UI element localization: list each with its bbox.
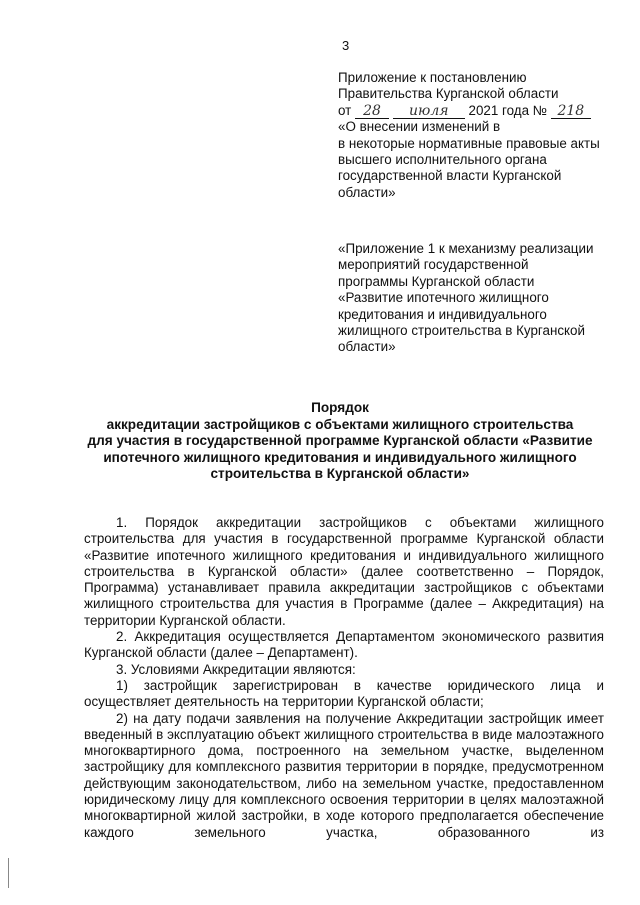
date-year: 2021 года № xyxy=(468,102,548,118)
scan-margin-mark xyxy=(8,858,9,888)
appendix2-line-1: «Приложение 1 к механизму реализации xyxy=(338,241,594,256)
appendix2-line-6: жилищного строительства в Курганской xyxy=(338,323,585,339)
appendix-line-6: высшего исполнительного органа xyxy=(338,152,547,168)
appendix-line-1: Приложение к постановлению xyxy=(338,70,527,85)
appendix2-line-2: мероприятий государственной xyxy=(338,257,529,273)
paragraph-5: 2) на дату подачи заявления на получение Аккредитации застройщик имеет введенный в эксплуатацию объект жилищного строительства в виде малоэтажного многоквартирного дома, построенного на земельном участке, выделенном застройщику для комплексного развития территории в порядке, предусмотренном действующим законодательством, либо на земельном участке, предоставленном юридическому лицу для комплексного освоения территории в целях малоэтажной многоквартирной жилой застройки, в ходе которого предполагается обеспечение каждого земельного участка, образованного из xyxy=(84,710,604,840)
title-line-4: ипотечного жилищного кредитования и индивидуального жилищного xyxy=(103,449,577,465)
title-line-2: аккредитации застройщиков с объектами жилищного строительства xyxy=(106,416,574,432)
handwritten-doc-number: 218 xyxy=(551,104,591,119)
date-prefix: от xyxy=(338,102,352,118)
title-line-1: Порядок xyxy=(311,400,369,415)
handwritten-day: 28 xyxy=(355,104,389,119)
title-line-3: для участия в государственной программе Курганской области «Развитие xyxy=(87,433,593,448)
appendix2-line-3: программы Курганской области xyxy=(338,273,535,289)
appendix2-line-7: области» xyxy=(338,339,396,355)
paragraph-1: 1. Порядок аккредитации застройщиков с объектами жилищного строительства для участия в государственной программе Курганской области «Развитие ипотечного жилищного кредитования и индивидуального жилищного строительства в Курганской области» (далее соответственно – Порядок, Программа) устанавливает правила аккредитации застройщиков с объектами жилищного строительства для участия в Программе (далее – Аккредитация) на территории Курганской области. xyxy=(84,515,604,628)
paragraph-2: 2. Аккредитация осуществляется Департаментом экономического развития Курганской области (далее – Департамент). xyxy=(84,629,604,661)
appendix-line-4: «О внесении изменений в xyxy=(338,119,501,135)
appendix2-line-5: кредитования и индивидуального xyxy=(338,306,547,322)
appendix-line-5: в некоторые нормативные правовые акты xyxy=(338,135,600,151)
document-title xyxy=(60,400,620,483)
paragraph-3: 3. Условиями Аккредитации являются: xyxy=(116,661,356,677)
appendix-date-line xyxy=(338,103,608,119)
appendix-line-2: Правительства Курганской области xyxy=(338,86,559,102)
appendix-header xyxy=(338,70,608,201)
title-line-5: строительства в Курганской области» xyxy=(210,466,470,481)
appendix2-line-4: «Развитие ипотечного жилищного xyxy=(338,290,549,306)
document-body xyxy=(84,515,604,841)
paragraph-4: 1) застройщик зарегистрирован в качестве юридического лица и осуществляет деятельность на территории Курганской области; xyxy=(84,677,604,710)
appendix-line-7: государственной власти Курганской xyxy=(338,168,562,184)
appendix-line-8: области» xyxy=(338,184,396,200)
appendix-2-header xyxy=(338,241,608,356)
handwritten-month: июля xyxy=(393,104,465,119)
page-number: 3 xyxy=(342,38,350,53)
